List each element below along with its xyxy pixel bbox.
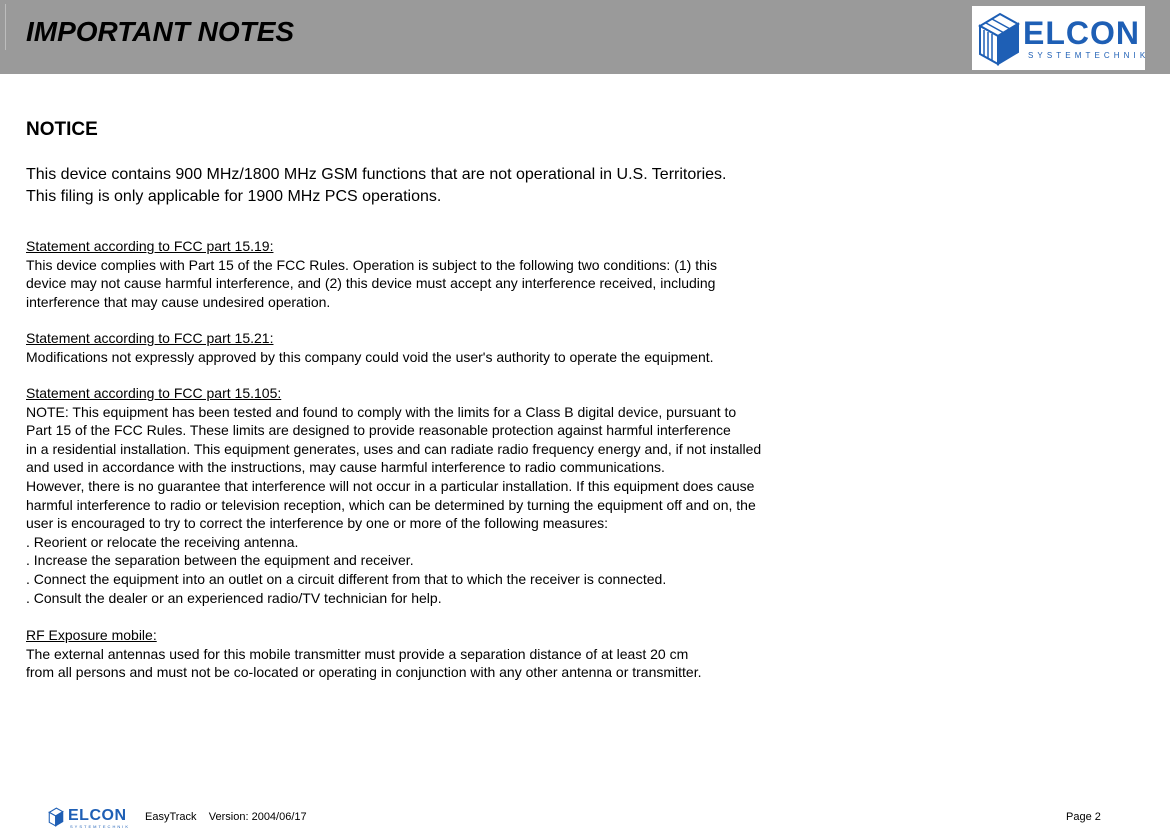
section-line: in a residential installation. This equipment generates, uses and can radiate radio frequency energy and, if not installed	[26, 440, 762, 457]
section-fcc-15-19	[26, 237, 717, 311]
section-line: . Connect the equipment into an outlet on a circuit different from that to which the receiver is connected.	[26, 570, 667, 587]
notice-text	[26, 164, 726, 208]
section-line: NOTE: This equipment has been tested and found to comply with the limits for a Class B digital device, pursuant to	[26, 403, 737, 420]
section-fcc-15-21	[26, 329, 714, 366]
section-fcc-15-105	[26, 384, 761, 607]
notice-line: This filing is only applicable for 1900 MHz PCS operations.	[26, 188, 442, 205]
section-line: However, there is no guarantee that interference will not occur in a particular installation. If this equipment does cause	[26, 477, 755, 494]
logo-text: ELCON	[1023, 15, 1140, 51]
section-line: Part 15 of the FCC Rules. These limits are designed to provide reasonable protection against harmful interference	[26, 422, 731, 439]
elcon-logo	[972, 6, 1150, 70]
section-line: This device complies with Part 15 of the FCC Rules. Operation is subject to the following two conditions: (1) this	[26, 256, 717, 273]
section-heading: Statement according to FCC part 15.21:	[26, 330, 274, 346]
section-rf-exposure	[26, 626, 702, 682]
product-name: EasyTrack	[145, 811, 197, 823]
section-heading: Statement according to FCC part 15.105:	[26, 385, 282, 401]
section-line: . Consult the dealer or an experienced radio/TV technician for help.	[26, 589, 442, 606]
page-header	[0, 0, 1170, 74]
footer-logo-text: ELCON	[68, 807, 127, 824]
page-number: Page 2	[1066, 811, 1101, 823]
footer-logo	[46, 806, 131, 830]
section-line: . Reorient or relocate the receiving antenna.	[26, 533, 299, 550]
cube-icon	[46, 806, 66, 828]
cube-icon	[974, 8, 1024, 70]
section-line: The external antennas used for this mobile transmitter must provide a separation distance of at least 20 cm	[26, 645, 689, 662]
footer-info	[145, 811, 307, 823]
section-line: from all persons and must not be co-located or operating in conjunction with any other antenna or transmitter.	[26, 664, 702, 681]
section-line: . Increase the separation between the equipment and receiver.	[26, 552, 414, 569]
section-line: interference that may cause undesired operation.	[26, 293, 331, 310]
section-line: harmful interference to radio or television reception, which can be determined by turning the equipment off and on, the	[26, 496, 756, 513]
logo-subtext: SYSTEMTECHNIK	[1028, 51, 1150, 60]
section-line: and used in accordance with the instructions, may cause harmful interference to radio communications.	[26, 459, 665, 476]
page-title: IMPORTANT NOTES	[26, 16, 295, 47]
notice-title: NOTICE	[26, 119, 98, 140]
page-footer	[0, 800, 1170, 828]
section-line: user is encouraged to try to correct the interference by one or more of the following measures:	[26, 515, 609, 532]
header-divider	[5, 4, 6, 50]
version-label: Version: 2004/06/17	[208, 811, 307, 823]
notice-line: This device contains 900 MHz/1800 MHz GSM functions that are not operational in U.S. Territories.	[26, 166, 727, 183]
footer-logo-subtext: SYSTEMTECHNIK	[70, 824, 131, 829]
section-heading: RF Exposure mobile:	[26, 627, 157, 643]
section-heading: Statement according to FCC part 15.19:	[26, 238, 274, 254]
section-line: device may not cause harmful interference, and (2) this device must accept any interference received, including	[26, 275, 716, 292]
section-line: Modifications not expressly approved by this company could void the user's authority to operate the equipment.	[26, 348, 714, 365]
